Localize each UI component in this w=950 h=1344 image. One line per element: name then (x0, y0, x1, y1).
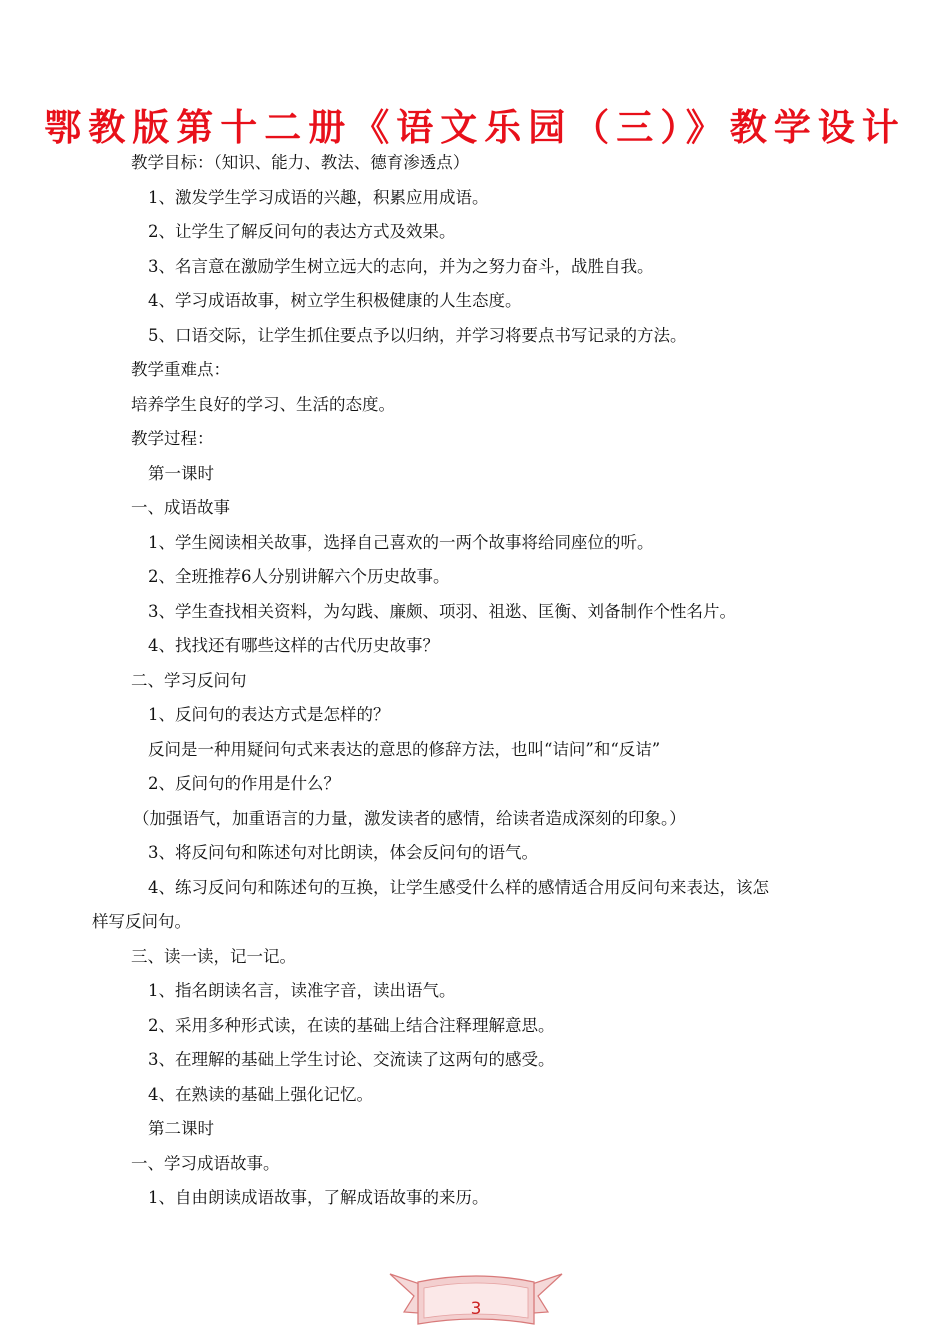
text-line: （加强语气，加重语言的力量，激发读者的感情，给读者造成深刻的印象。） (133, 809, 686, 828)
text-line: 2、反问句的作用是什么？ (148, 774, 340, 793)
page-number-ribbon (388, 1268, 564, 1328)
text-line: 2、采用多种形式读，在读的基础上结合注释理解意思。 (148, 1016, 555, 1035)
text-line: 3、在理解的基础上学生讨论、交流读了这两句的感受。 (148, 1050, 555, 1069)
text-line: 2、让学生了解反问句的表达方式及效果。 (148, 222, 456, 241)
text-line: 样写反问句。 (92, 912, 191, 931)
text-line: 1、激发学生学习成语的兴趣，积累应用成语。 (148, 188, 489, 207)
text-line: 反问是一种用疑问句式来表达的意思的修辞方法，也叫“诘问”和“反诘” (148, 740, 661, 759)
text-line: 3、名言意在激励学生树立远大的志向，并为之努力奋斗，战胜自我。 (148, 257, 654, 276)
section-heading: 第二课时 (148, 1119, 214, 1138)
text-line: 教学重难点： (131, 360, 230, 379)
text-line: 4、找找还有哪些这样的古代历史故事？ (148, 636, 439, 655)
text-line: 4、学习成语故事，树立学生积极健康的人生态度。 (148, 291, 522, 310)
text-line: 二、学习反问句 (131, 671, 247, 690)
text-line: 一、学习成语故事。 (131, 1154, 280, 1173)
text-line: 教学过程： (131, 429, 214, 448)
text-line: 5、口语交际，让学生抓住要点予以归纳，并学习将要点书写记录的方法。 (148, 326, 687, 345)
text-line: 4、练习反问句和陈述句的互换，让学生感受什么样的感情适合用反问句来表达，该怎 (148, 878, 769, 897)
text-line: 3、学生查找相关资料，为勾践、廉颇、项羽、祖逖、匡衡、刘备制作个性名片。 (148, 602, 736, 621)
text-line: 教学目标：（知识、能力、教法、德育渗透点） (131, 153, 470, 172)
text-line: 1、反问句的表达方式是怎样的？ (148, 705, 390, 724)
document-title: 鄂教版第十二册《语文乐园（三）》教学设计 (44, 106, 906, 149)
page-number: 3 (470, 1299, 482, 1319)
text-line: 1、自由朗读成语故事，了解成语故事的来历。 (148, 1188, 489, 1207)
text-line: 培养学生良好的学习、生活的态度。 (131, 395, 395, 414)
text-line: 2、全班推荐6人分别讲解六个历史故事。 (148, 567, 450, 586)
text-line: 三、读一读，记一记。 (131, 947, 296, 966)
text-line: 一、成语故事 (131, 498, 230, 517)
text-line: 1、学生阅读相关故事，选择自己喜欢的一两个故事将给同座位的听。 (148, 533, 654, 552)
text-line: 3、将反问句和陈述句对比朗读，体会反问句的语气。 (148, 843, 538, 862)
section-heading: 第一课时 (148, 464, 214, 483)
text-line: 1、指名朗读名言，读准字音，读出语气。 (148, 981, 456, 1000)
text-line: 4、在熟读的基础上强化记忆。 (148, 1085, 373, 1104)
